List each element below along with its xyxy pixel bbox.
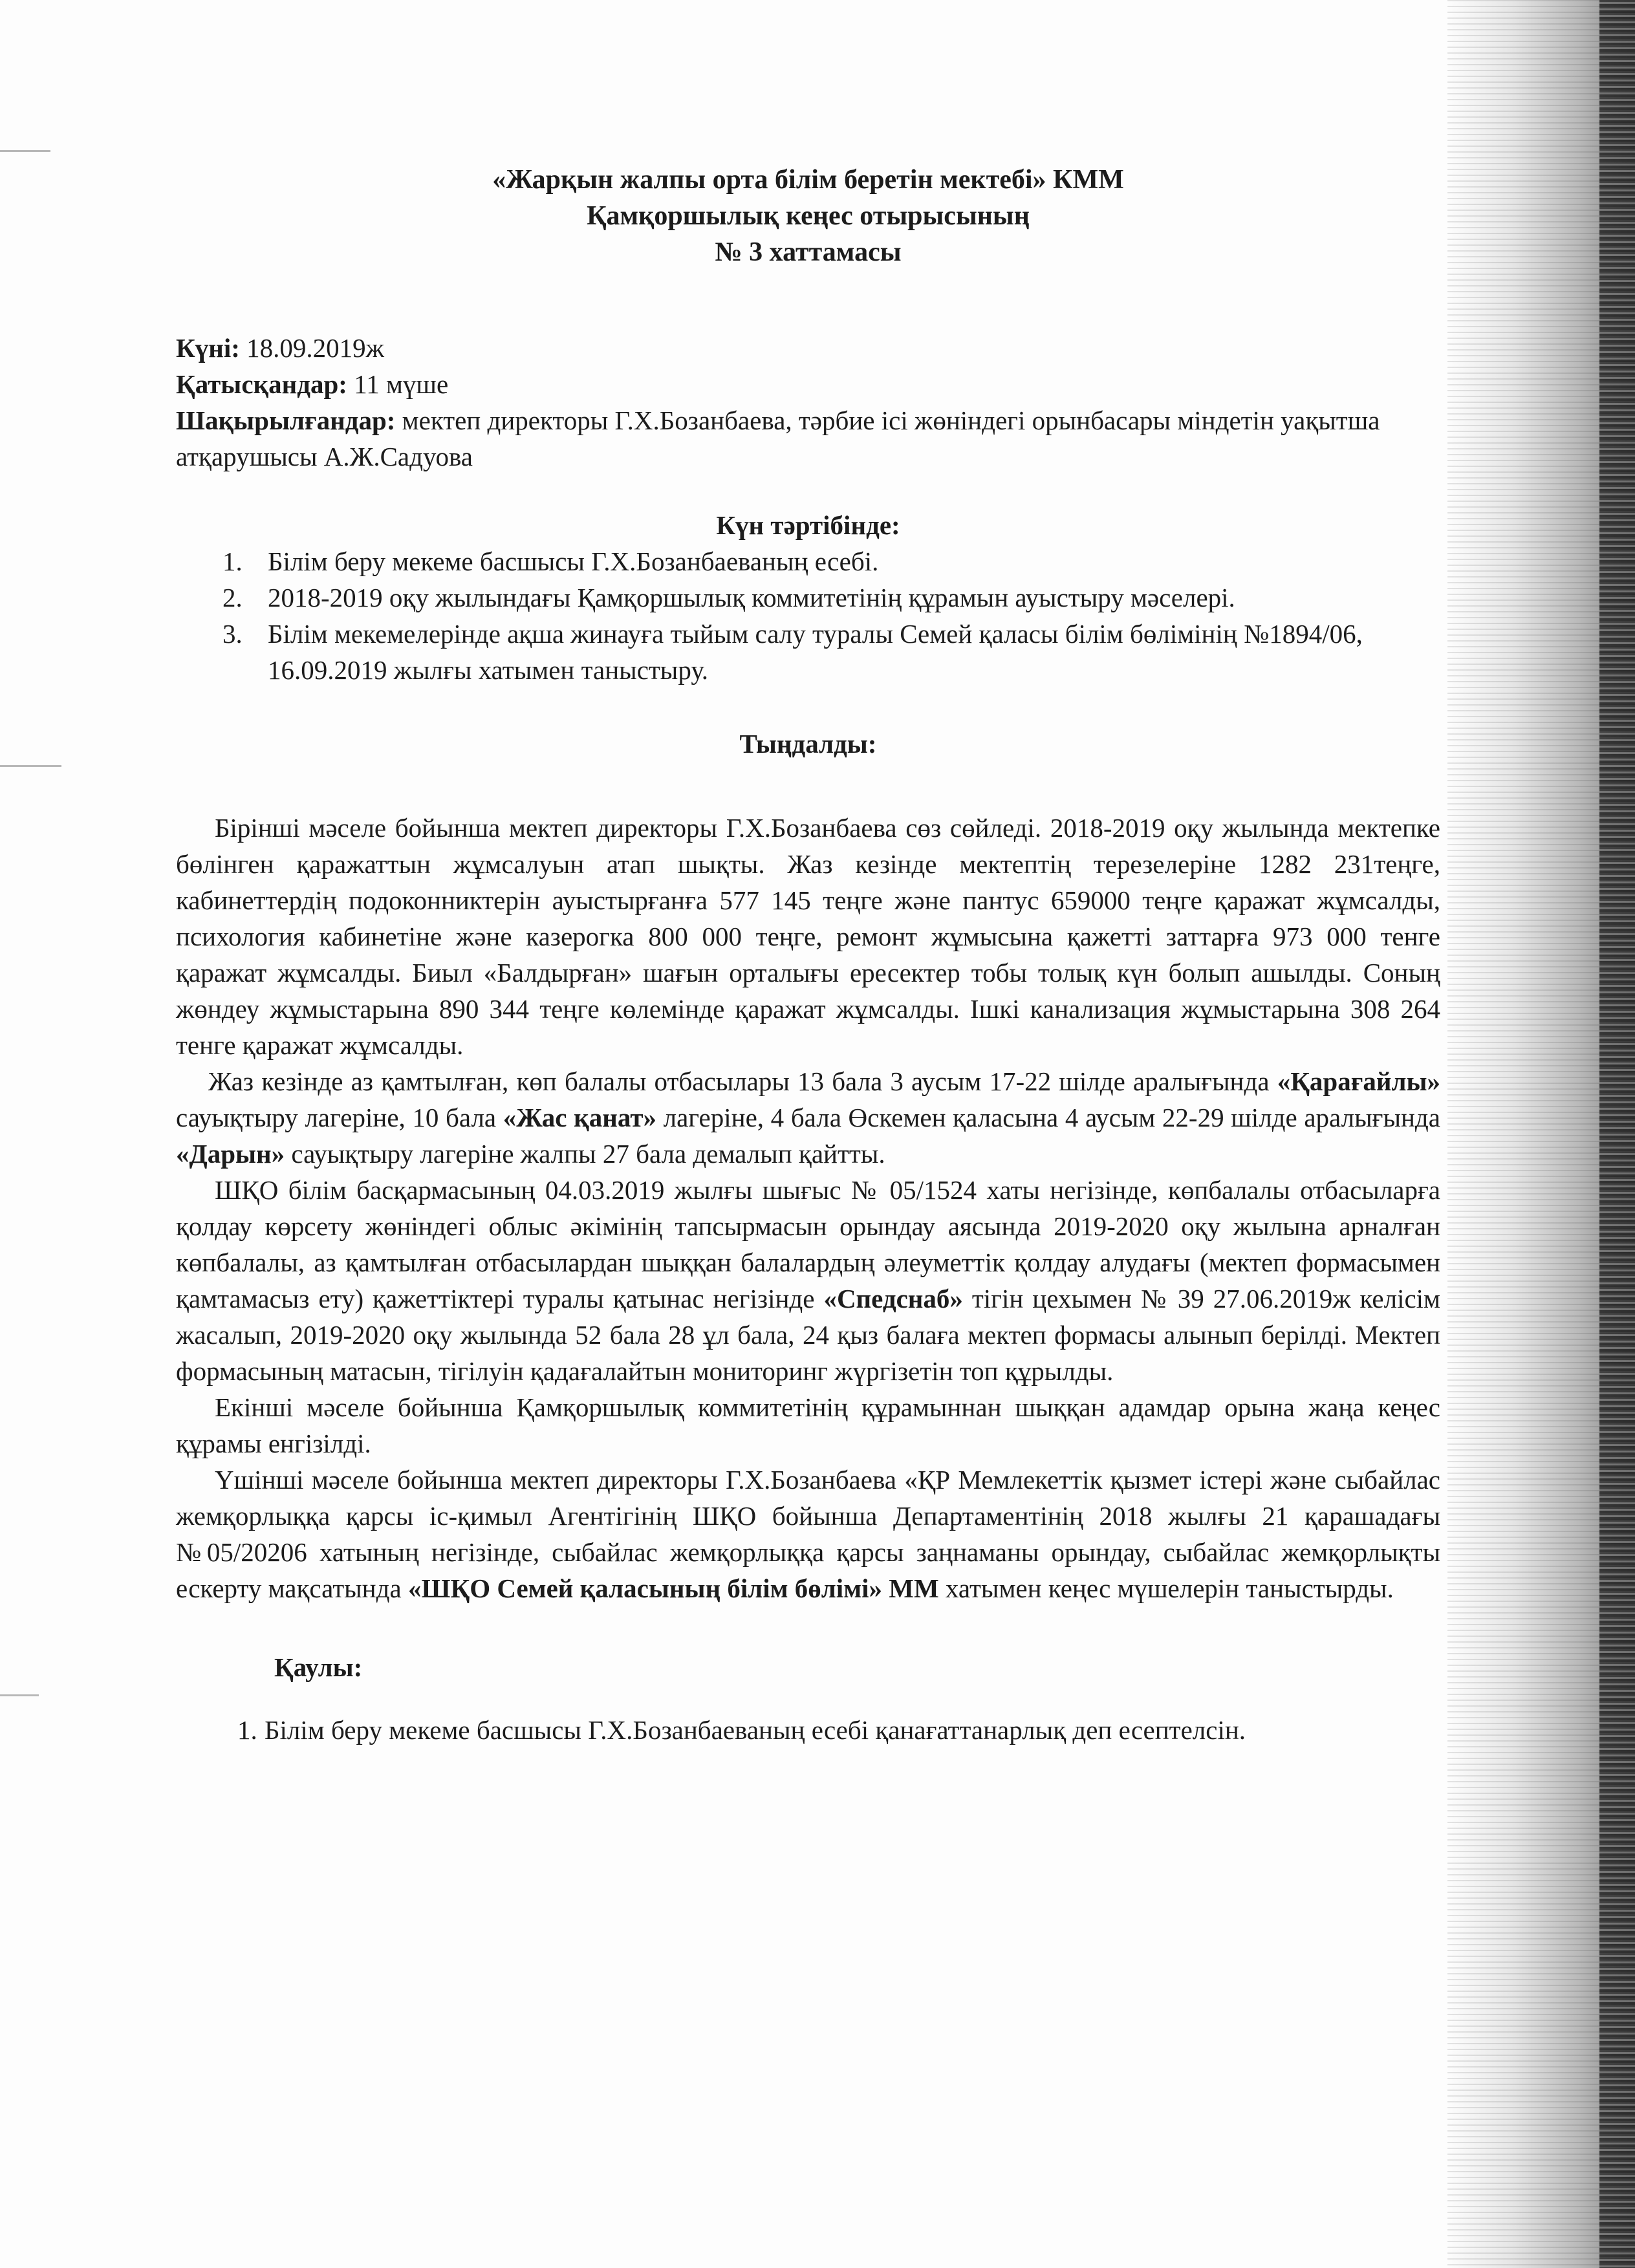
agenda-heading: Күн тәртібінде: bbox=[716, 510, 900, 540]
heard-paragraph-4: Екінші мәселе бойынша Қамқоршылық коммитетінің құрамыннан шыққан адамдар орына жаңа кеңес құрамы енгізілді. bbox=[176, 1392, 1440, 1458]
text-run: лагеріне, 4 бала Өскемен қаласына 4 аусым 22-29 шілде аралығында bbox=[656, 1103, 1440, 1132]
department-name: «ШҚО Семей қаласының білім бөлімі» ММ bbox=[407, 1573, 939, 1603]
meeting-meta bbox=[176, 330, 1440, 475]
resolved-heading: Қаулы: bbox=[274, 1652, 363, 1682]
attendees-label: Қатысқандар: bbox=[176, 369, 347, 399]
agenda-item bbox=[176, 543, 1440, 579]
heard-paragraph-1: Бірінші мәселе бойынша мектеп директоры Г.Х.Бозанбаева сөз сөйледі. 2018-2019 оқу жылында мектепке бөлінген қаражаттын жұмсалуын атап шықты. Жаз кезінде мектептің терезелеріне 1282 231теңге, кабинеттердің подоконниктерін ауыстырғанға 577 145 теңге және пантус 659000 теңге қаражат жұмсалды, психология кабинетіне және казерогка 800 000 теңге, ремонт жұмысына қажетті заттарға 973 000 тенге қаражат жұмсалды. Биыл «Балдырған» шағын орталығы ересектер тобы толық күн болып ашылды. Соның жөндеу жұмыстарына 890 344 теңге көлемінде қаражат жұмсалды. Ішкі канализация жұмыстарына 308 264 тенге қаражат жұмсалды. bbox=[176, 813, 1440, 1060]
protocol-number: № 3 хаттамасы bbox=[715, 237, 902, 267]
agenda-item-number: 2. bbox=[222, 583, 243, 612]
invited-line bbox=[176, 402, 1440, 475]
text-run: тігін цехымен № 39 27.06.2019ж келісім жасалып, 2019-2020 оқу жылында 52 бала 28 ұл бала, 24 қыз балаға мектеп формасы алынып берілді. Мектеп формасының матасын, тігілуін қадағалайтын мониторинг жүргізетін топ құрылды. bbox=[176, 1284, 1440, 1386]
text-run: ШҚО білім басқармасының 04.03.2019 жылғы шығыс № 05/1524 хаты негізінде, көпбалалы отбасыларға қолдау көрсету жөніндегі облыс әкімінің тапсырмасын орындау аясында 2019-2020 оқу жылына арналған көпбалалы, аз қамтылған отбасылардан шыққан балалардың әлеуметтік қолдау алудағы (мектеп формасымен қамтамасыз ету) қажеттіктері туралы қатынас негізінде bbox=[176, 1175, 1440, 1313]
heard-paragraph-2 bbox=[176, 1063, 1440, 1172]
scan-speck bbox=[0, 1694, 39, 1696]
heard-heading: Тыңдалды: bbox=[739, 729, 877, 759]
supplier-name: «Спедснаб» bbox=[823, 1284, 963, 1313]
camp-name-zhas-kanat: «Жас қанат» bbox=[503, 1103, 656, 1132]
scan-speck bbox=[0, 150, 50, 152]
attendees-value: 11 мүше bbox=[354, 369, 449, 399]
resolved-item-text: Білім беру мекеме басшысы Г.Х.Бозанбаеваның есебі қанағаттанарлық деп есептелсін. bbox=[265, 1715, 1246, 1745]
text-run: Үшінші мәселе бойынша мектеп директоры Г.Х.Бозанбаева «ҚР Мемлекеттік қызмет істері және сыбайлас жемқорлыққа қарсы іс-қимыл Агентігінің ШҚО бойынша Департаментінің 2018 жылғы 21 қарашадағы №05/20206 хатының негізінде, сыбайлас жемқорлыққа қарсы заңнаманы орындау, сыбайлас жемқорлықты ескерту мақсатында bbox=[176, 1465, 1440, 1603]
text-run: сауықтыру лагеріне, 10 бала bbox=[176, 1103, 503, 1132]
agenda-item-number: 3. bbox=[222, 619, 243, 649]
camp-name-daryn: «Дарын» bbox=[176, 1139, 285, 1169]
date-line bbox=[176, 330, 1440, 366]
heard-body bbox=[176, 810, 1440, 1606]
text-run: хатымен кеңес мүшелерін таныстырды. bbox=[938, 1573, 1394, 1603]
date-value: 18.09.2019ж bbox=[246, 333, 384, 363]
date-label: Күні: bbox=[176, 333, 240, 363]
invited-label: Шақырылғандар: bbox=[176, 405, 396, 435]
resolved-item bbox=[176, 1712, 1440, 1748]
agenda-item bbox=[176, 616, 1440, 688]
scan-edge-dark-strip bbox=[1599, 0, 1635, 2268]
heard-paragraph-5 bbox=[176, 1462, 1440, 1606]
agenda-item bbox=[176, 579, 1440, 616]
text-run: Жаз кезінде аз қамтылған, көп балалы отбасылары 13 бала 3 аусым 17-22 шілде аралығында bbox=[208, 1066, 1277, 1096]
document-header bbox=[176, 162, 1440, 270]
council-title: Қамқоршылық кеңес отырысының bbox=[587, 201, 1030, 231]
heard-paragraph-3 bbox=[176, 1172, 1440, 1389]
camp-name-karagaily: «Қарағайлы» bbox=[1277, 1066, 1440, 1096]
agenda-item-text: Білім мекемелерінде ақша жинауға тыйым салу туралы Семей қаласы білім бөлімінің №1894/06, 16.09.2019 жылғы хатымен таныстыру. bbox=[268, 619, 1363, 685]
agenda-list bbox=[176, 543, 1440, 688]
agenda-item-text: Білім беру мекеме басшысы Г.Х.Бозанбаеваның есебі. bbox=[268, 546, 879, 576]
resolved-list bbox=[176, 1712, 1440, 1748]
attendees-line bbox=[176, 366, 1440, 402]
invited-value: мектеп директоры Г.Х.Бозанбаева, тәрбие ісі жөніндегі орынбасары міндетін уақытша атқарушысы А.Ж.Садуова bbox=[176, 405, 1380, 471]
text-run: сауықтыру лагеріне жалпы 27 бала демалып қайтты. bbox=[285, 1139, 885, 1169]
agenda-item-text: 2018-2019 оқу жылындағы Қамқоршылық коммитетінің құрамын ауыстыру мәселері. bbox=[268, 583, 1235, 612]
organization-title: «Жарқын жалпы орта білім беретін мектебі» КММ bbox=[492, 165, 1124, 195]
document-content bbox=[176, 162, 1440, 1748]
resolved-item-number: 1. bbox=[237, 1715, 257, 1745]
scan-speck bbox=[0, 765, 61, 767]
agenda-item-number: 1. bbox=[222, 546, 243, 576]
